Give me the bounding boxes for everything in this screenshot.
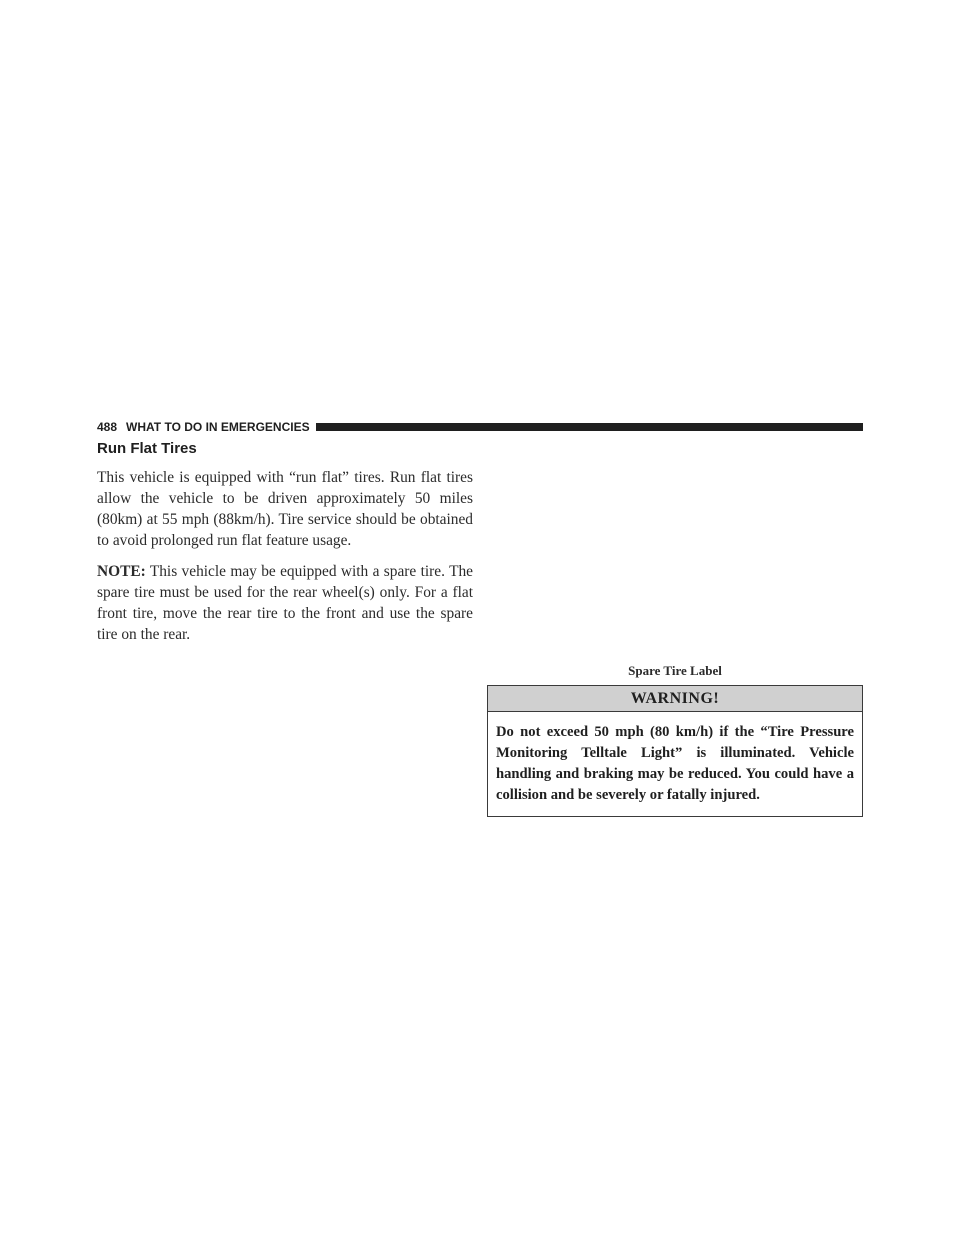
note-paragraph	[97, 561, 473, 645]
body-column	[97, 467, 473, 655]
section-title: WHAT TO DO IN EMERGENCIES	[126, 420, 310, 434]
page-header	[97, 419, 863, 435]
note-label: NOTE:	[97, 563, 146, 580]
section-heading: Run Flat Tires	[97, 440, 197, 457]
run-flat-paragraph: This vehicle is equipped with “run flat” tires. Run flat tires allow the vehicle to be driven approximately 50 miles (80km) at 55 mph (88km/h). Tire service should be obtained to avoid prolonged run flat feature usage.	[97, 469, 473, 549]
warning-title: WARNING!	[488, 686, 862, 712]
page-number: 488	[97, 420, 118, 434]
warning-box	[487, 685, 863, 817]
note-text: This vehicle may be equipped with a spare tire. The spare tire must be used for the rear wheel(s) only. For a flat front tire, move the rear tire to the front and use the spare tire on the rear.	[97, 563, 473, 643]
warning-text: Do not exceed 50 mph (80 km/h) if the “Tire Pressure Monitoring Telltale Light” is illuminated. Vehicle handling and braking may be reduced. You could have a collision and be severely or fatally injured.	[496, 724, 854, 803]
figure-caption: Spare Tire Label	[628, 663, 722, 678]
header-rule	[316, 423, 863, 431]
